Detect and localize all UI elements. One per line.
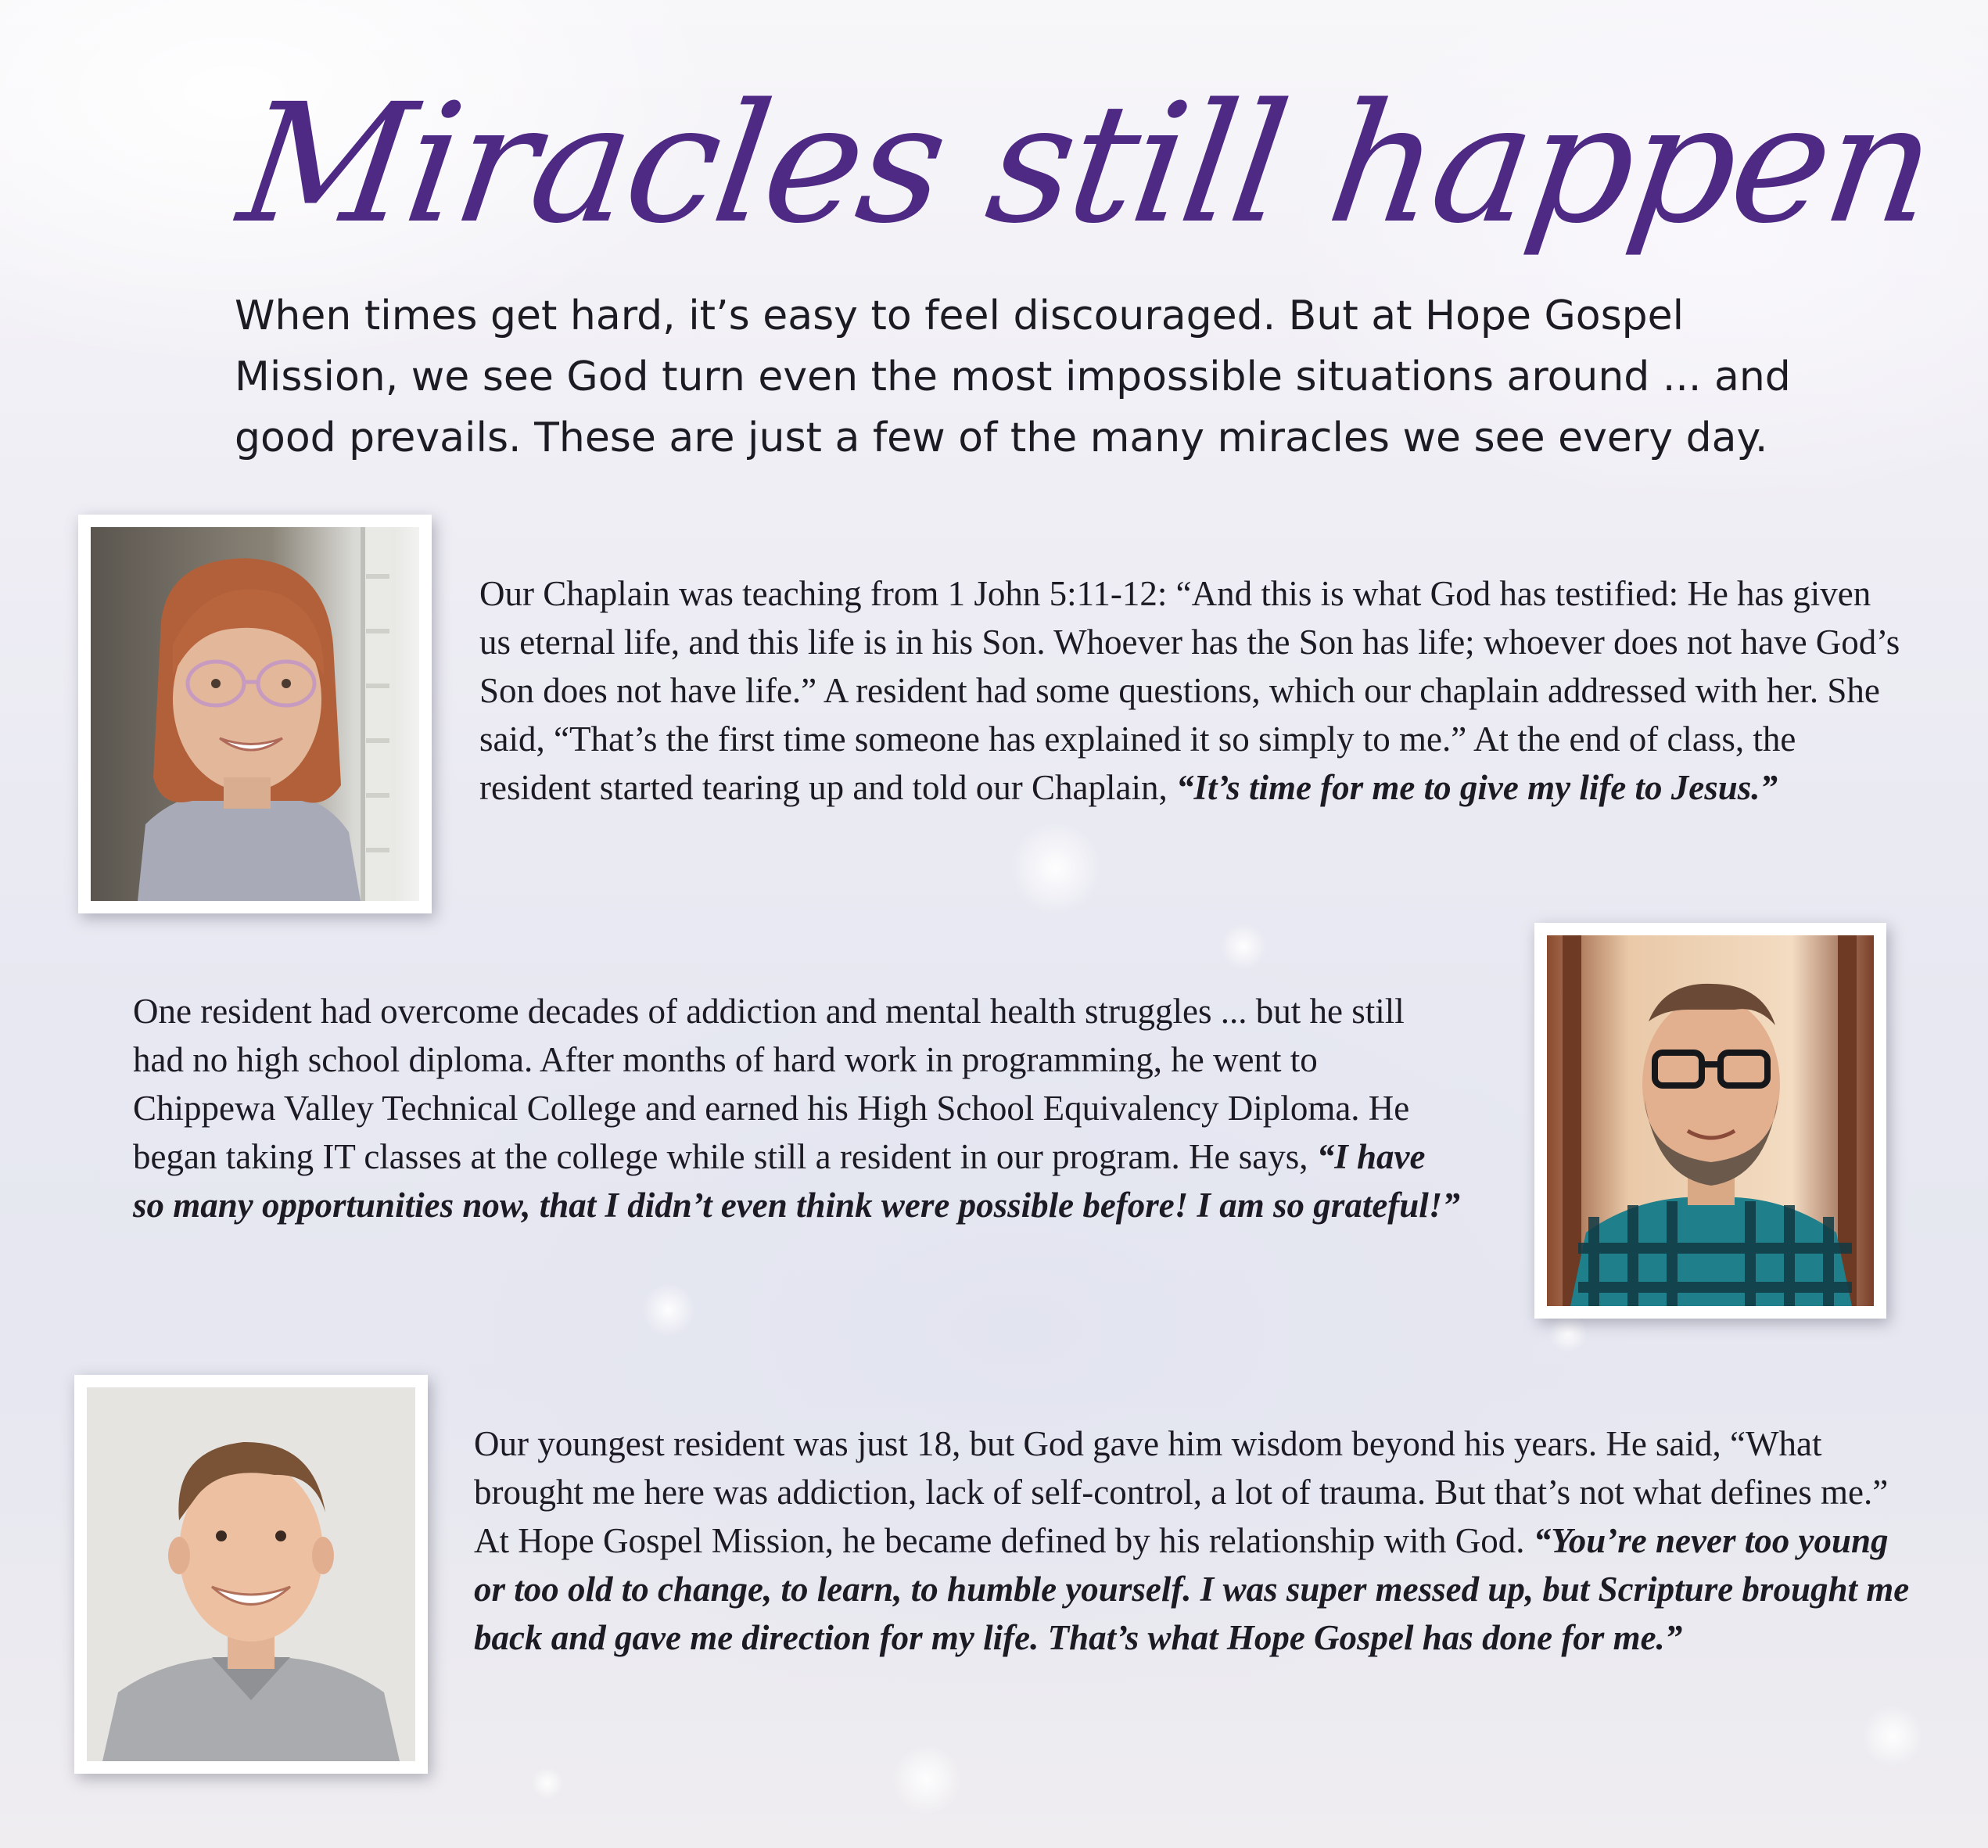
story-paragraph	[474, 1419, 1913, 1662]
page-title: Miracles still happen	[229, 68, 1943, 260]
story-quote: “I have so many opportunities now, that I didn’t even think were possible before! I am so grateful!”	[133, 1137, 1460, 1225]
story-text: One resident had overcome decades of addiction and mental health struggles ... but he still had no high school diploma. After months of hard work in programming, he went to Chippewa Valley Technical College and earned his High School Equivalency Diploma. He began taking IT classes at the college while still a resident in our program. He says,	[133, 992, 1410, 1176]
story-paragraph	[479, 569, 1911, 812]
story-quote: “You’re never too young or too old to change, to learn, to humble yourself. I was super messed up, but Scripture brought me back and gave me direction for my life. That’s what Hope Gospel has done for me.”	[474, 1521, 1910, 1657]
resident-photo-young-man	[87, 1387, 415, 1761]
sparkle-decoration	[1220, 923, 1267, 970]
story-paragraph	[133, 987, 1462, 1229]
sparkle-decoration	[641, 1283, 696, 1337]
intro-paragraph	[235, 285, 1799, 468]
resident-photo-frame	[74, 1375, 428, 1774]
intro-line: When times get hard, it’s easy to feel discouraged. But at Hope Gospel	[235, 292, 1685, 339]
resident-photo-woman	[91, 527, 419, 901]
story-text: Our youngest resident was just 18, but God gave him wisdom beyond his years. He said, “What brought me here was addiction, lack of self-control, a lot of trauma. But that’s not what defines me.” At Hope Gospel Mission, he became defined by his relationship with God.	[474, 1424, 1889, 1560]
intro-line: good prevails. These are just a few of the many miracles we see every day.	[235, 414, 1768, 461]
sparkle-decoration	[532, 1767, 563, 1799]
intro-line: Mission, we see God turn even the most impossible situations around ... and	[235, 353, 1791, 400]
resident-photo-frame	[78, 515, 432, 913]
story-quote: “It’s time for me to give my life to Jesus.”	[1176, 768, 1778, 807]
sparkle-decoration	[892, 1744, 962, 1814]
story-text: Our Chaplain was teaching from 1 John 5:11-12: “And this is what God has testified: He has given us eternal life, and this life is in his Son. Whoever has the Son has life; whoever does not have God’s Son does not have life.” A resident had some questions, which our chaplain addressed with her. She said, “That’s the first time someone has explained it so simply to me.” At the end of class, the resident started tearing up and told our Chaplain,	[479, 574, 1900, 807]
sparkle-decoration	[1009, 821, 1103, 915]
sparkle-decoration	[1548, 1314, 1588, 1353]
resident-photo-frame	[1534, 923, 1886, 1319]
sparkle-decoration	[1861, 1705, 1924, 1767]
resident-photo-bearded-man	[1547, 935, 1874, 1306]
